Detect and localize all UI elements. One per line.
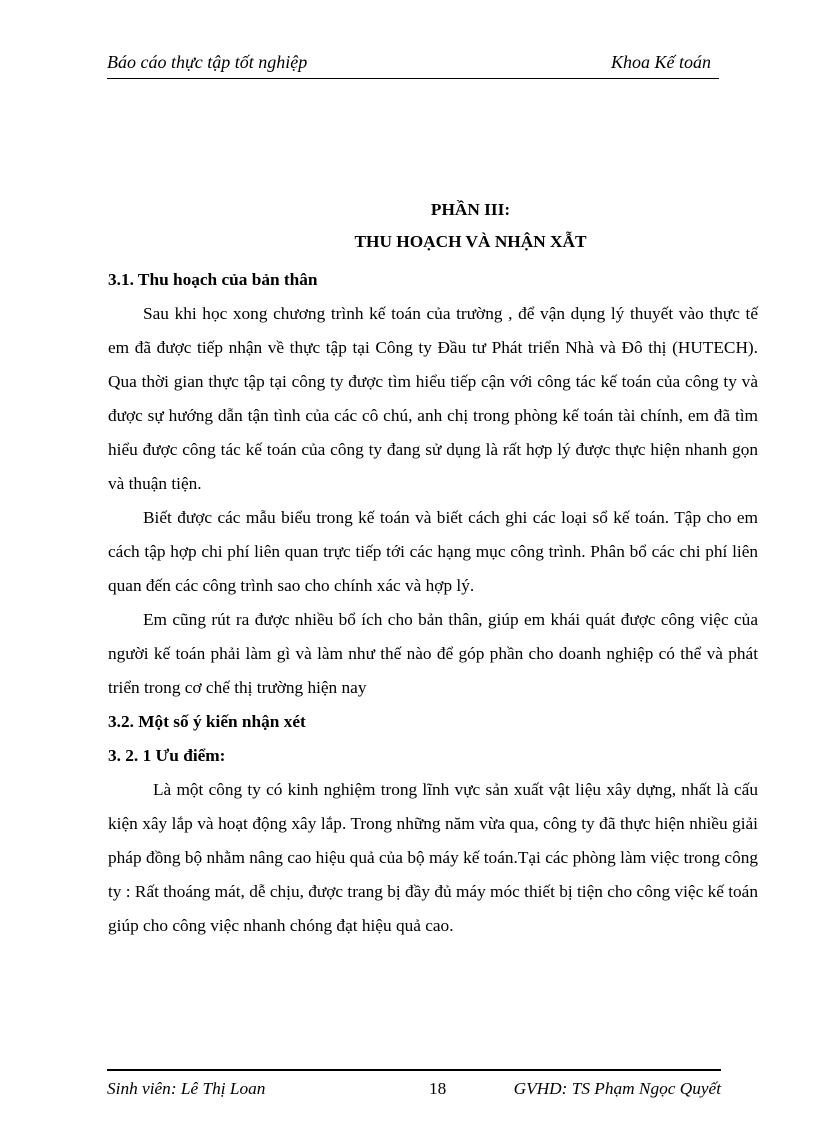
- footer-advisor: GVHD: TS Phạm Ngọc Quyết: [513, 1079, 721, 1098]
- section-heading-3-1: 3.1. Thu hoạch của bản thân: [108, 270, 318, 289]
- footer-divider: [107, 1069, 721, 1071]
- section-heading-3-2: 3.2. Một số ý kiến nhận xét: [108, 712, 306, 731]
- header-faculty: Khoa Kế toán: [610, 52, 711, 72]
- page-header: [107, 50, 719, 79]
- subsection-heading-3-2-1: 3. 2. 1 Ưu điểm:: [108, 746, 226, 765]
- part-title: PHẦN III:: [430, 200, 511, 219]
- paragraph: Là một công ty có kinh nghiệm trong lĩnh vực sản xuất vật liệu xây dựng, nhất là cấu kiện xây lắp và hoạt động xây lắp. Trong những năm vừa qua, công ty đã thực hiện nhiều giải pháp đồng bộ nhằm nâng cao hiệu quả của bộ máy kế toán.Tại các phòng làm việc trong công ty : Rất thoáng mát, dễ chịu, được trang bị đầy đủ máy móc thiết bị tiện cho công việc kế toán giúp cho công việc nhanh chóng đạt hiệu quả cao.: [108, 780, 758, 935]
- page-number: 18: [429, 1079, 447, 1098]
- paragraph: Sau khi học xong chương trình kế toán của trường , để vận dụng lý thuyết vào thực tế em đã được tiếp nhận về thực tập tại Công ty Đầu tư Phát triển Nhà và Đô thị (HUTECH). Qua thời gian thực tập tại công ty được tìm hiểu tiếp cận với công tác kế toán của công ty và được sự hướng dẫn tận tình của các cô chú, anh chị trong phòng kế toán tài chính, em đã tìm hiểu được công tác kế toán của công ty đang sử dụng là rất hợp lý được thực hiện nhanh gọn và thuận tiện.: [108, 304, 758, 493]
- header-report-title: Báo cáo thực tập tốt nghiệp: [107, 52, 308, 72]
- page-footer: [107, 1079, 721, 1107]
- paragraph: Em cũng rút ra được nhiều bổ ích cho bản thân, giúp em khái quát được công việc của người kế toán phải làm gì và làm như thế nào để góp phần cho doanh nghiệp có thể và phát triển trong cơ chế thị trường hiện nay: [108, 610, 758, 697]
- footer-student: Sinh viên: Lê Thị Loan: [107, 1079, 266, 1098]
- part-subtitle: THU HOẠCH VÀ NHẬN XẪT: [354, 232, 587, 251]
- paragraph: Biết được các mẫu biểu trong kế toán và biết cách ghi các loại sổ kế toán. Tập cho em cách tập hợp chi phí liên quan trực tiếp tới các hạng mục công trình. Phân bổ các chi phí liên quan đến các công trình sao cho chính xác và hợp lý.: [108, 508, 758, 595]
- document-body: [108, 195, 758, 943]
